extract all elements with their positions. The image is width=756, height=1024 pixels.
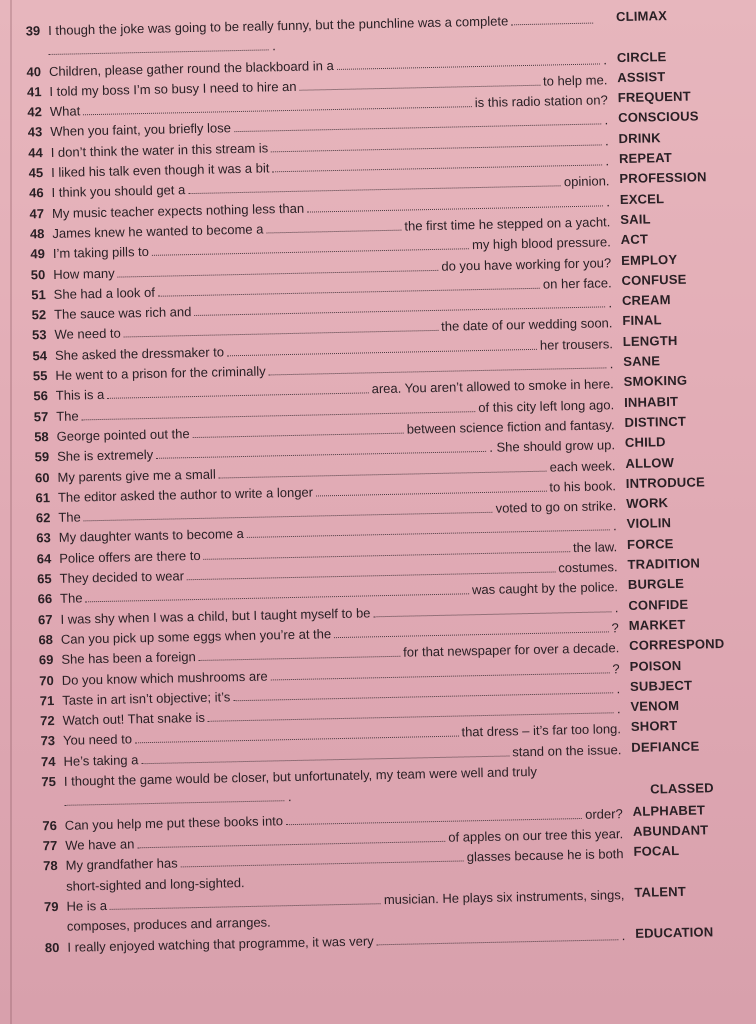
prompt-word: ALLOW [625,454,675,471]
prompt-word: DEFIANCE [631,738,700,755]
item-number: 67 [37,611,53,627]
prompt-word: CORRESPOND [629,636,725,654]
item-number: 47 [29,205,45,222]
prompt-word: CONSCIOUS [617,108,699,126]
sentence-end: that dress – it’s far too long. [461,721,622,740]
item-number: 61 [35,489,51,506]
item-number: 39 [25,23,41,39]
sentence-text: Children, please gather round the blackboard in a [48,57,334,79]
answer-blank[interactable] [193,422,404,438]
continuation-text: composes, produces and arranges. [66,914,271,935]
sentence-text: We have an [65,836,135,853]
prompt-word: VENOM [630,698,680,715]
item-number: 76 [42,817,57,834]
answer-blank[interactable] [135,725,459,744]
item-number: 65 [37,571,52,587]
sentence-text: I don’t think the water in this stream is [50,140,269,160]
item-number: 59 [34,449,50,465]
item-number: 68 [38,631,54,648]
item-number: 45 [28,165,44,181]
item-number: 57 [33,408,49,425]
answer-blank[interactable] [299,74,540,91]
prompt-word: DRINK [618,129,661,146]
sentence-text: She is extremely [56,447,154,465]
sentence-text: Can you pick up some eggs when you’re at the [60,626,332,647]
sentence-end: between science fiction and fantasy. [406,417,615,437]
sentence-end: each week. [549,457,616,475]
sentence-text: I thought the game would be closer, but unfortunately, my team were well and truly [63,763,538,789]
sentence-text: She has been a foreign [61,649,196,668]
answer-blank[interactable] [377,928,619,945]
sentence-end: do you have working for you? [441,254,612,274]
prompt-word: INTRODUCE [625,474,706,491]
prompt-word: FORCE [626,535,674,552]
prompt-word: TALENT [634,883,687,900]
answer-blank[interactable] [107,382,369,399]
sentence-text: She had a look of [53,284,156,302]
sentence-end: costumes. [558,559,618,576]
sentence-text: I’m taking pills to [52,244,150,262]
item-number: 42 [27,104,43,120]
sentence-end: ? [611,620,619,636]
prompt-word: CREAM [621,292,671,309]
prompt-word: FINAL [622,312,662,329]
prompt-word: FREQUENT [617,88,691,106]
item-number: 44 [28,144,43,161]
prompt-word: ASSIST [617,68,666,85]
item-number: 78 [43,858,58,874]
sentence-end: stand on the issue. [512,741,622,760]
sentence-text: I think you should get a [51,182,186,201]
sentence-end: . [614,599,619,615]
answer-blank[interactable] [307,194,603,212]
sentence-end: . [605,153,610,169]
exercise-page [0,6,756,1022]
answer-blank[interactable] [337,52,601,70]
item-number: 58 [34,429,49,445]
sentence-text: This is a [55,387,105,404]
item-number: 43 [27,124,43,140]
answer-blank[interactable] [266,219,401,234]
answer-blank[interactable] [199,645,401,661]
sentence-text: She asked the dressmaker to [54,344,225,363]
item-number: 46 [28,185,44,201]
prompt-word: CONFIDE [628,596,689,613]
sentence-end: the date of our wedding soon. [441,315,613,335]
item-number: 75 [41,773,57,790]
prompt-word: CONFUSE [621,271,687,288]
sentence-text: My daughter wants to become a [58,526,244,546]
answer-blank-continued[interactable] [48,39,268,56]
answer-blank[interactable] [286,807,582,825]
sentence-end: her trousers. [539,335,614,353]
answer-blank[interactable] [227,338,537,356]
continuation-blank: . [48,39,275,59]
sentence-end: on her face. [542,275,612,292]
item-number: 56 [33,388,48,404]
prompt-word: FOCAL [633,843,680,860]
item-number: 52 [31,307,47,323]
sentence-end: of this city left long ago. [478,396,615,415]
sentence-text: We need to [54,325,121,343]
prompt-word: MARKET [628,616,686,633]
prompt-word: EXCEL [619,190,665,207]
prompt-word: CHILD [624,434,666,451]
prompt-word: DISTINCT [624,413,687,430]
sentence-end: the law. [572,538,618,555]
sentence-text: The [58,509,81,526]
prompt-word: INHABIT [623,393,679,410]
sentence-end: . [609,356,614,372]
sentence-end: the first time he stepped on a yacht. [404,214,611,234]
item-number: 48 [29,226,45,242]
answer-blank[interactable] [334,620,609,638]
sentence-text: He’s taking a [63,751,139,769]
answer-blank[interactable] [511,12,593,26]
sentence-end: area. You aren’t allowed to smoke in here. [371,376,614,397]
prompt-word: POISON [629,657,682,674]
prompt-word: EMPLOY [620,251,678,268]
item-number: 51 [31,286,46,303]
sentence-end: . [616,680,621,697]
sentence-end: . [604,112,609,128]
sentence-text: The editor asked the author to write a longer [57,484,314,505]
prompt-word: SANE [623,353,661,370]
prompt-word: WORK [626,495,669,512]
sentence-end: . She should grow up. [489,437,616,456]
sentence-end: opinion. [563,173,610,190]
item-number: 64 [36,550,52,567]
item-number: 55 [32,368,48,384]
sentence-text: George pointed out the [56,426,190,444]
sentence-end: . [612,518,617,534]
item-number: 62 [35,510,51,526]
continuation-text: short-sighted and long-sighted. [65,874,245,894]
sentence-end: . [604,133,609,149]
answer-blank[interactable] [110,892,381,910]
answer-blank[interactable] [373,600,612,617]
sentence-text: They decided to wear [59,568,185,586]
item-number: 79 [43,898,59,915]
sentence-end: was caught by the police. [471,579,619,598]
sentence-text: Can you help me put these books into [64,813,284,833]
prompt-word: BURGLE [627,576,685,593]
sentence-text: My parents give me a small [57,466,216,485]
sentence-end: ? [612,660,620,676]
prompt-word: SMOKING [623,373,688,390]
item-number: 41 [26,84,42,100]
sentence-text: James knew he wanted to become a [52,221,264,241]
sentence-end: . [606,193,611,210]
sentence-text: Police offers are there to [59,547,201,566]
answer-blank[interactable] [181,850,464,868]
answer-blank[interactable] [137,830,445,848]
item-number: 49 [30,246,46,262]
sentence-text: How many [53,265,115,282]
sentence-text: My music teacher expects nothing less than [51,200,305,221]
answer-blank[interactable] [152,237,469,256]
item-number: 54 [32,347,48,364]
prompt-word: ACT [620,231,649,248]
prompt-word: CIRCLE [616,48,667,65]
answer-blank[interactable] [124,319,439,338]
sentence-text: What [49,103,81,120]
answer-blank[interactable] [219,459,547,478]
sentence-end: . [608,295,613,311]
sentence-text: I though the joke was going to be really funny, but the punchline was a complete [48,13,509,38]
sentence-text: He is a [66,897,108,914]
sentence-text: The [59,590,83,607]
sentence-text: Taste in art isn’t objective; it’s [62,689,231,708]
sentence-text: When you faint, you briefly lose [50,120,232,140]
sentence-text: You need to [62,731,133,749]
sentence-end: . [621,927,626,943]
prompt-word: SUBJECT [629,677,693,694]
item-number: 72 [40,713,55,729]
sentence-text: I was shy when I was a child, but I taught myself to be [60,604,371,627]
prompt-word: SHORT [630,718,678,735]
item-number: 71 [39,692,55,709]
prompt-word: CLIMAX [615,8,668,25]
sentence-text: The sauce was rich and [53,304,192,323]
sentence-end: of apples on our tree this year. [448,826,624,845]
sentence-end: . [616,701,621,717]
sentence-text: Watch out! That snake is [62,709,206,728]
item-number: 60 [34,469,50,485]
prompt-word: SAIL [620,211,651,228]
answer-blank[interactable] [64,789,284,806]
sentence-text: Do you know which mushrooms are [61,668,268,688]
sentence-text: He went to a prison for the criminally [55,363,266,383]
answer-blank[interactable] [118,258,439,277]
item-number: 40 [26,63,42,80]
prompt-word: CLASSED [650,780,714,797]
sentence-text: I told my boss I’m so busy I need to hire an [49,78,297,99]
sentence-end: glasses because he is both [466,846,624,865]
item-number: 77 [42,838,58,854]
sentence-end: my high blood pressure. [471,234,611,253]
sentence-end: to his book. [549,478,616,495]
prompt-word: LENGTH [622,332,678,349]
sentence-end: . [603,51,608,67]
sentence-end: order? [584,805,623,822]
sentence-end: is this radio station on? [474,92,608,111]
sentence-end: musician. He plays six instruments, sings, [383,887,625,908]
prompt-word: ABUNDANT [632,822,709,839]
answer-blank[interactable] [316,479,547,496]
item-number: 70 [39,672,54,688]
sentence-text: I liked his talk even though it was a bit [51,160,270,181]
sentence-end: for that newspaper for over a decade. [403,640,620,660]
prompt-word: TRADITION [627,555,701,572]
prompt-word: ALPHABET [632,802,706,819]
sentence-text: The [56,408,79,424]
sentence-end: to help me. [542,72,608,89]
prompt-word: VIOLIN [626,515,672,532]
sentence-text: My grandfather has [65,855,178,874]
item-number: 63 [36,530,51,546]
item-number: 73 [40,733,56,749]
item-number: 69 [38,652,54,668]
item-number: 66 [37,591,53,607]
item-number: 50 [30,266,46,282]
item-number: 74 [40,753,56,769]
prompt-word: REPEAT [618,150,673,167]
item-number: 80 [44,939,60,955]
prompt-word: EDUCATION [635,923,714,941]
sentence-text: I really enjoyed watching that programme, it was very [67,932,374,955]
prompt-word: PROFESSION [619,169,707,187]
item-number: 53 [31,327,47,343]
continuation-blank: . [64,789,291,809]
sentence-end: voted to go on strike. [495,498,617,516]
